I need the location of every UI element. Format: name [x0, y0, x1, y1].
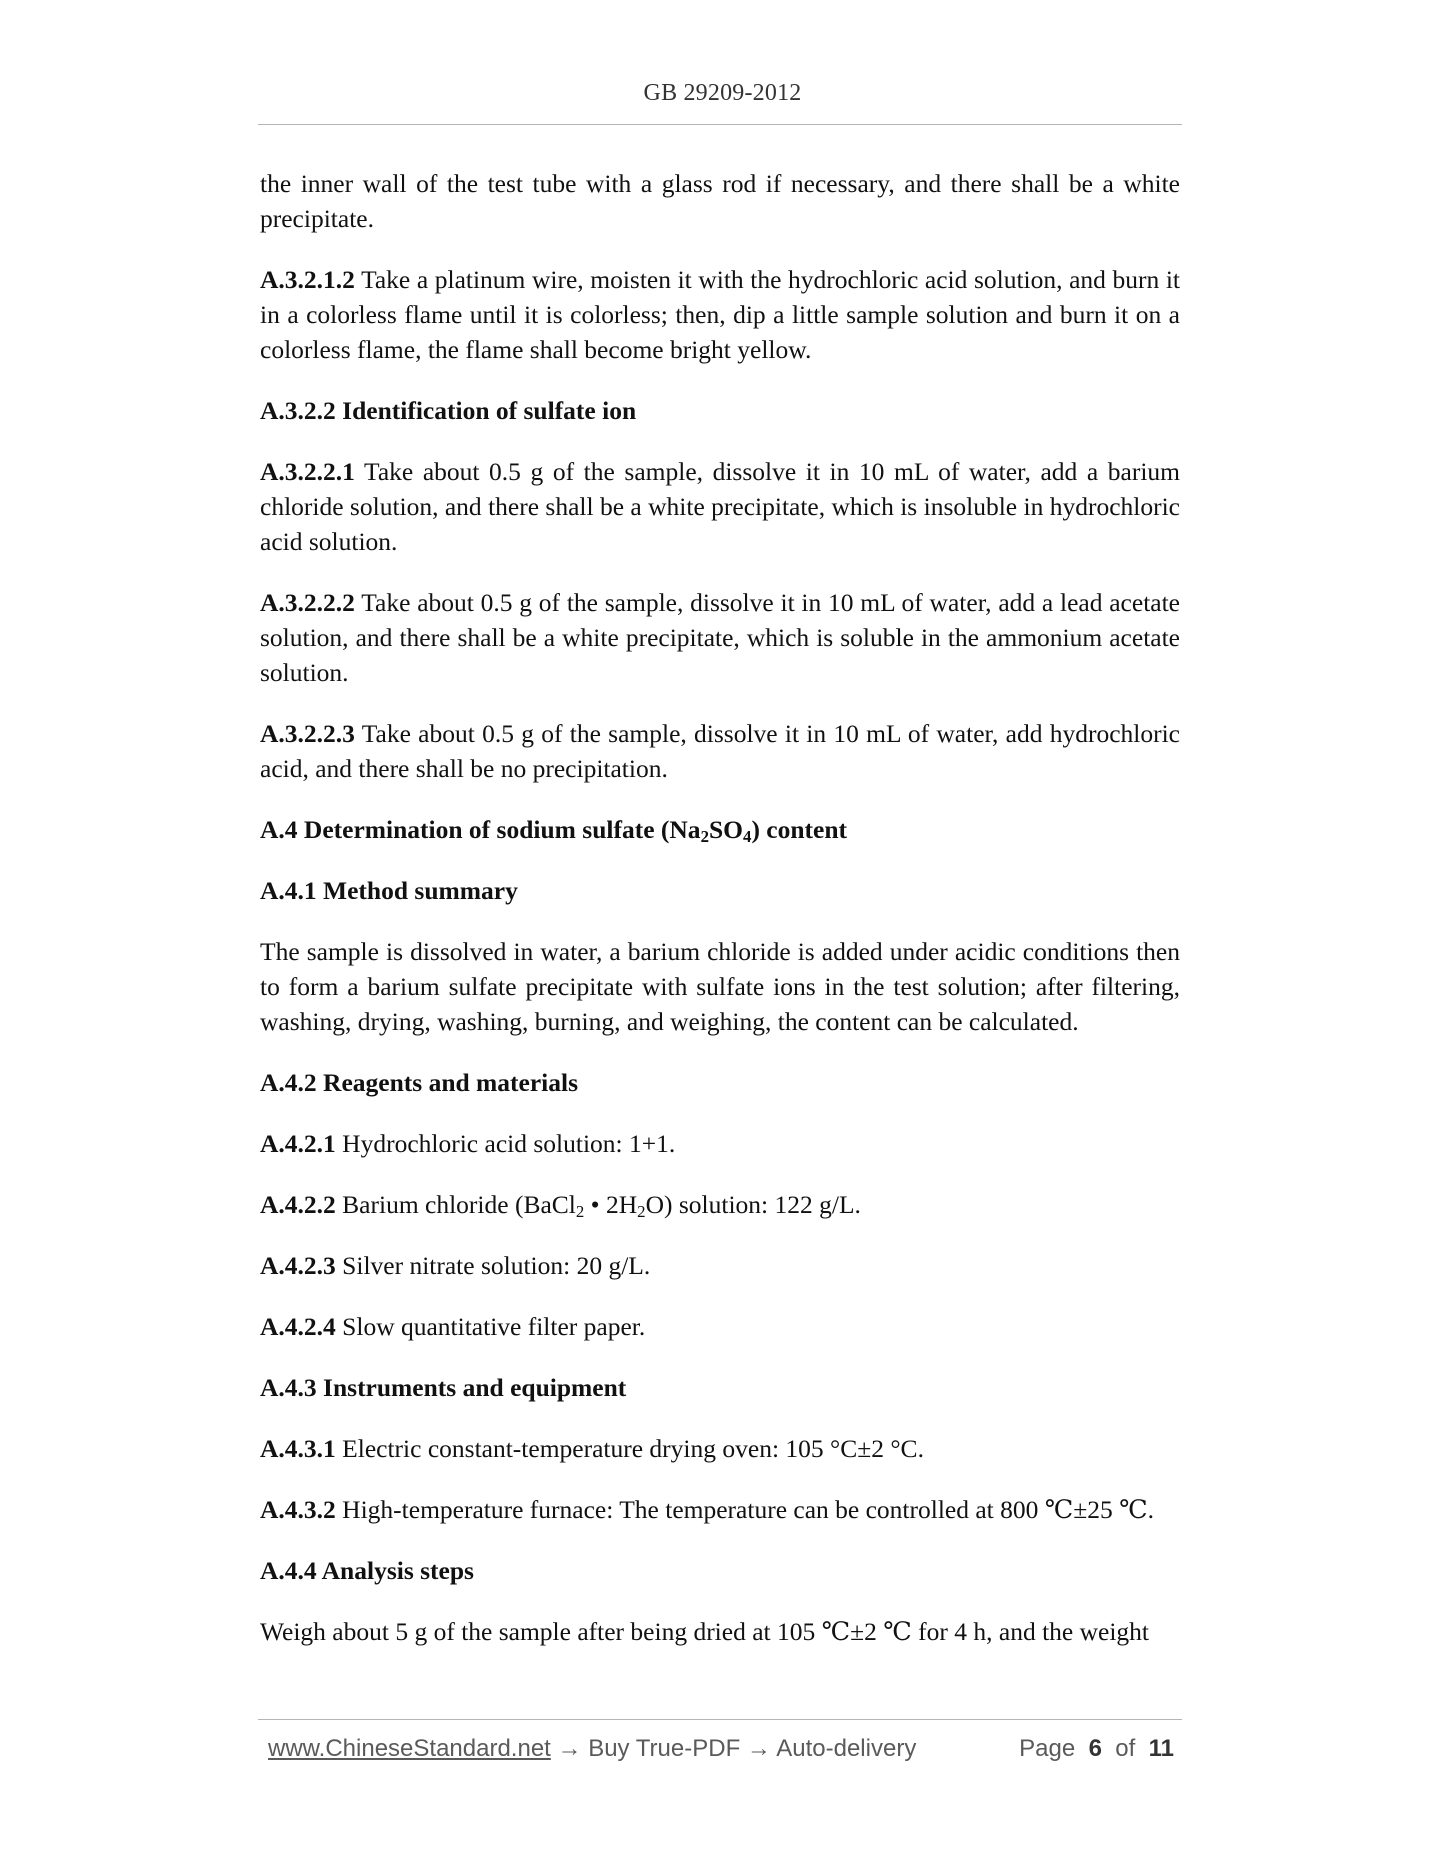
clause-a421	[260, 1126, 1180, 1161]
footer-promo	[268, 1735, 916, 1763]
clause-a422	[260, 1187, 1180, 1222]
clause-number: A.3.2.1.2	[260, 265, 355, 294]
heading-a44: A.4.4 Analysis steps	[260, 1556, 474, 1585]
subscript: 2	[700, 827, 709, 847]
heading-a4	[260, 812, 1180, 847]
auto-delivery-text: Auto-delivery	[776, 1735, 917, 1762]
clause-text: O) solution: 122 g/L.	[645, 1190, 861, 1219]
clause-text: Barium chloride (BaCl	[342, 1190, 576, 1219]
clause-a423	[260, 1248, 1180, 1283]
clause-number: A.4.2.1	[260, 1129, 336, 1158]
header-divider	[258, 124, 1182, 125]
clause-text: Electric constant-temperature drying oven: 105 °C±2 °C.	[342, 1434, 924, 1463]
total-page-count: 11	[1148, 1735, 1174, 1762]
subscript: 2	[637, 1202, 646, 1222]
clause-a3212	[260, 262, 1180, 367]
clause-text: • 2H	[584, 1190, 638, 1219]
clause-text: Silver nitrate solution: 20 g/L.	[342, 1251, 651, 1280]
arrow-right-icon: →	[746, 1735, 771, 1762]
footer-divider	[258, 1719, 1182, 1720]
clause-a431	[260, 1431, 1180, 1466]
page-label: Page	[1019, 1735, 1076, 1762]
clause-number: A.3.2.2.1	[260, 457, 355, 486]
arrow-right-icon: →	[557, 1735, 582, 1762]
heading-a42: A.4.2 Reagents and materials	[260, 1068, 579, 1097]
page-header-title: GB 29209-2012	[643, 80, 802, 106]
clause-number: A.3.2.2.2	[260, 588, 355, 617]
clause-number: A.4.2.2	[260, 1190, 336, 1219]
clause-text: Take a platinum wire, moisten it with the hydrochloric acid solution, and burn it in a colorless flame until it is colorless; then, dip a little sample solution and burn it on a colorless flame, the flame shall become bright yellow.	[260, 265, 1180, 364]
subscript: 4	[743, 827, 752, 847]
clause-a3222	[260, 585, 1180, 690]
heading-a41: A.4.1 Method summary	[260, 876, 518, 905]
clause-text: Slow quantitative filter paper.	[342, 1312, 646, 1341]
clause-a424	[260, 1309, 1180, 1344]
of-label: of	[1115, 1735, 1136, 1762]
clause-a3221	[260, 454, 1180, 559]
page-indicator	[1019, 1735, 1174, 1763]
clause-text: Take about 0.5 g of the sample, dissolve it in 10 mL of water, add a lead acetate solution, and there shall be a white precipitate, which is soluble in the ammonium acetate solution.	[260, 588, 1181, 687]
document-body	[260, 166, 1180, 1675]
clause-number: A.4.3.1	[260, 1434, 336, 1463]
heading-text: ) content	[751, 815, 848, 844]
clause-text: Take about 0.5 g of the sample, dissolve it in 10 mL of water, add hydrochloric acid, and there shall be no precipitation.	[260, 719, 1181, 783]
heading-a43: A.4.3 Instruments and equipment	[260, 1373, 627, 1402]
subscript: 2	[575, 1202, 585, 1222]
clause-a3223	[260, 716, 1180, 786]
clause-text: Take about 0.5 g of the sample, dissolve it in 10 mL of water, add a barium chloride solution, and there shall be a white precipitate, which is insoluble in hydrochloric acid solution.	[260, 457, 1180, 556]
clause-number: A.4.2.4	[260, 1312, 336, 1341]
paragraph-continuation: the inner wall of the test tube with a glass rod if necessary, and there shall be a white precipitate.	[260, 169, 1180, 233]
clause-number: A.3.2.2.3	[260, 719, 355, 748]
buy-true-pdf-text: Buy True-PDF	[588, 1735, 741, 1762]
heading-text: SO	[708, 815, 744, 844]
clause-number: A.4.2.3	[260, 1251, 336, 1280]
clause-text: Hydrochloric acid solution: 1+1.	[342, 1129, 676, 1158]
heading-a322: A.3.2.2 Identification of sulfate ion	[260, 396, 637, 425]
heading-text: A.4 Determination of sodium sulfate (Na	[260, 815, 701, 844]
current-page-number: 6	[1088, 1735, 1102, 1762]
paragraph-method-summary: The sample is dissolved in water, a barium chloride is added under acidic conditions then to form a barium sulfate precipitate with sulfate ions in the test solution; after filtering, washing, drying, washing, burning, and weighing, the content can be calculated.	[260, 937, 1180, 1036]
website-link[interactable]: www.ChineseStandard.net	[268, 1735, 551, 1762]
clause-a432	[260, 1492, 1180, 1527]
clause-number: A.4.3.2	[260, 1495, 336, 1524]
paragraph-analysis-steps: Weigh about 5 g of the sample after being dried at 105 ℃±2 ℃ for 4 h, and the weight	[260, 1617, 1150, 1646]
clause-text: High-temperature furnace: The temperature can be controlled at 800 ℃±25 ℃.	[342, 1495, 1155, 1524]
